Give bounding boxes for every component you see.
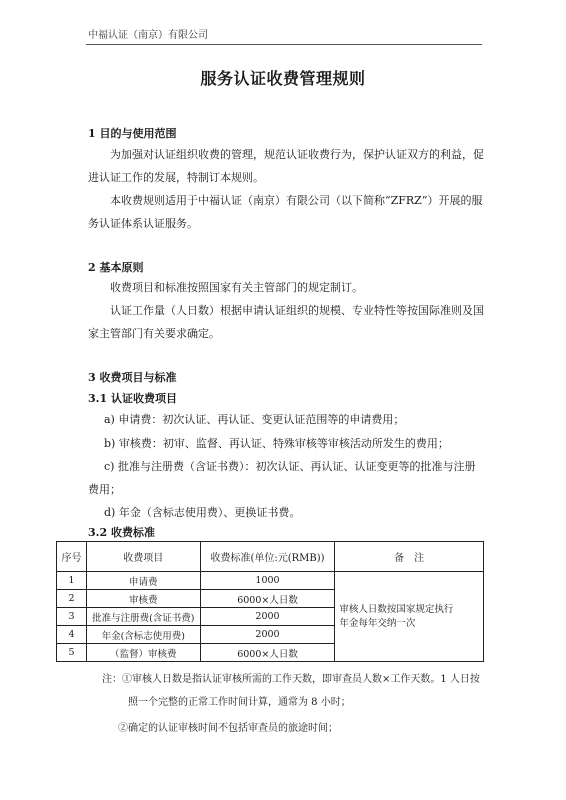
remark-line-2: 年金每年交纳一次 [339,617,416,629]
section-1-paragraph-1: 为加强对认证组织收费的管理，规范认证收费行为，保护认证双方的利益，促进认证工作的发展，特制订本规则。 [88,148,484,184]
remark-cell [335,572,484,662]
row-no: 1 [57,572,87,590]
fee-standard-table [56,541,484,662]
section-3-1-heading: 3.1 认证收费项目 [88,392,177,405]
section-2-heading: 2 基本原则 [88,261,144,274]
col-header-no: 序号 [57,542,87,572]
row-no: 2 [57,590,87,608]
document-title: 服务认证收费管理规则 [200,69,366,88]
col-header-item: 收费项目 [86,542,200,572]
row-item: 年金(含标志使用费) [86,626,200,644]
table-header-row [57,542,484,572]
header-company-name: 中福认证（南京）有限公司 [88,30,208,41]
row-item: （监督）审核费 [86,644,200,662]
row-fee: 6000×人日数 [200,590,335,608]
row-no: 3 [57,608,87,626]
row-fee: 6000×人日数 [200,644,335,662]
section-2-paragraph-1: 收费项目和标准按照国家有关主管部门的规定制订。 [110,281,363,294]
row-no: 4 [57,626,87,644]
section-1-paragraph-2: 本收费规则适用于中福认证（南京）有限公司（以下简称“ZFRZ”）开展的服务认证体系认证服务。 [88,194,483,230]
fee-item-c: c) 批准与注册费（含证书费）：初次认证、再认证、认证变更等的批准与注册费用； [88,460,476,496]
row-item: 审核费 [86,590,200,608]
fee-item-a: a) 申请费：初次认证、再认证、变更认证范围等的申请费用； [104,413,405,426]
section-2-paragraph-2: 认证工作量（人日数）根据申请认证组织的规模、专业特性等按国际准则及国家主管部门有关要求确定。 [88,304,484,340]
row-item: 申请费 [86,572,200,590]
fee-item-d: d) 年金（含标志使用费）、更换证书费。 [104,506,301,519]
row-fee: 2000 [200,608,335,626]
note-2: ②确定的认证审核时间不包括审查员的旅途时间； [118,723,338,734]
section-3-2-heading: 3.2 收费标准 [88,526,155,539]
col-header-remark: 备 注 [335,542,484,572]
section-3-heading: 3 收费项目与标准 [88,371,177,384]
fee-item-b: b) 审核费：初审、监督、再认证、特殊审核等审核活动所发生的费用； [104,437,449,450]
row-no: 5 [57,644,87,662]
table-row [57,572,484,590]
row-item: 批准与注册费(含证书费) [86,608,200,626]
remark-line-1: 审核人日数按国家规定执行 [339,603,454,615]
note-1-line-2: 照一个完整的正常工作时间计算，通常为 8 小时； [128,697,351,708]
section-1-heading: 1 目的与使用范围 [88,127,177,140]
col-header-fee: 收费标准(单位:元(RMB)) [200,542,335,572]
note-1-line-1: 注：①审核人日数是指认证审核所需的工作天数，即审查员人数×工作天数。1 人日按 [102,674,480,685]
row-fee: 2000 [200,626,335,644]
row-fee: 1000 [200,572,335,590]
header-divider [86,44,482,45]
